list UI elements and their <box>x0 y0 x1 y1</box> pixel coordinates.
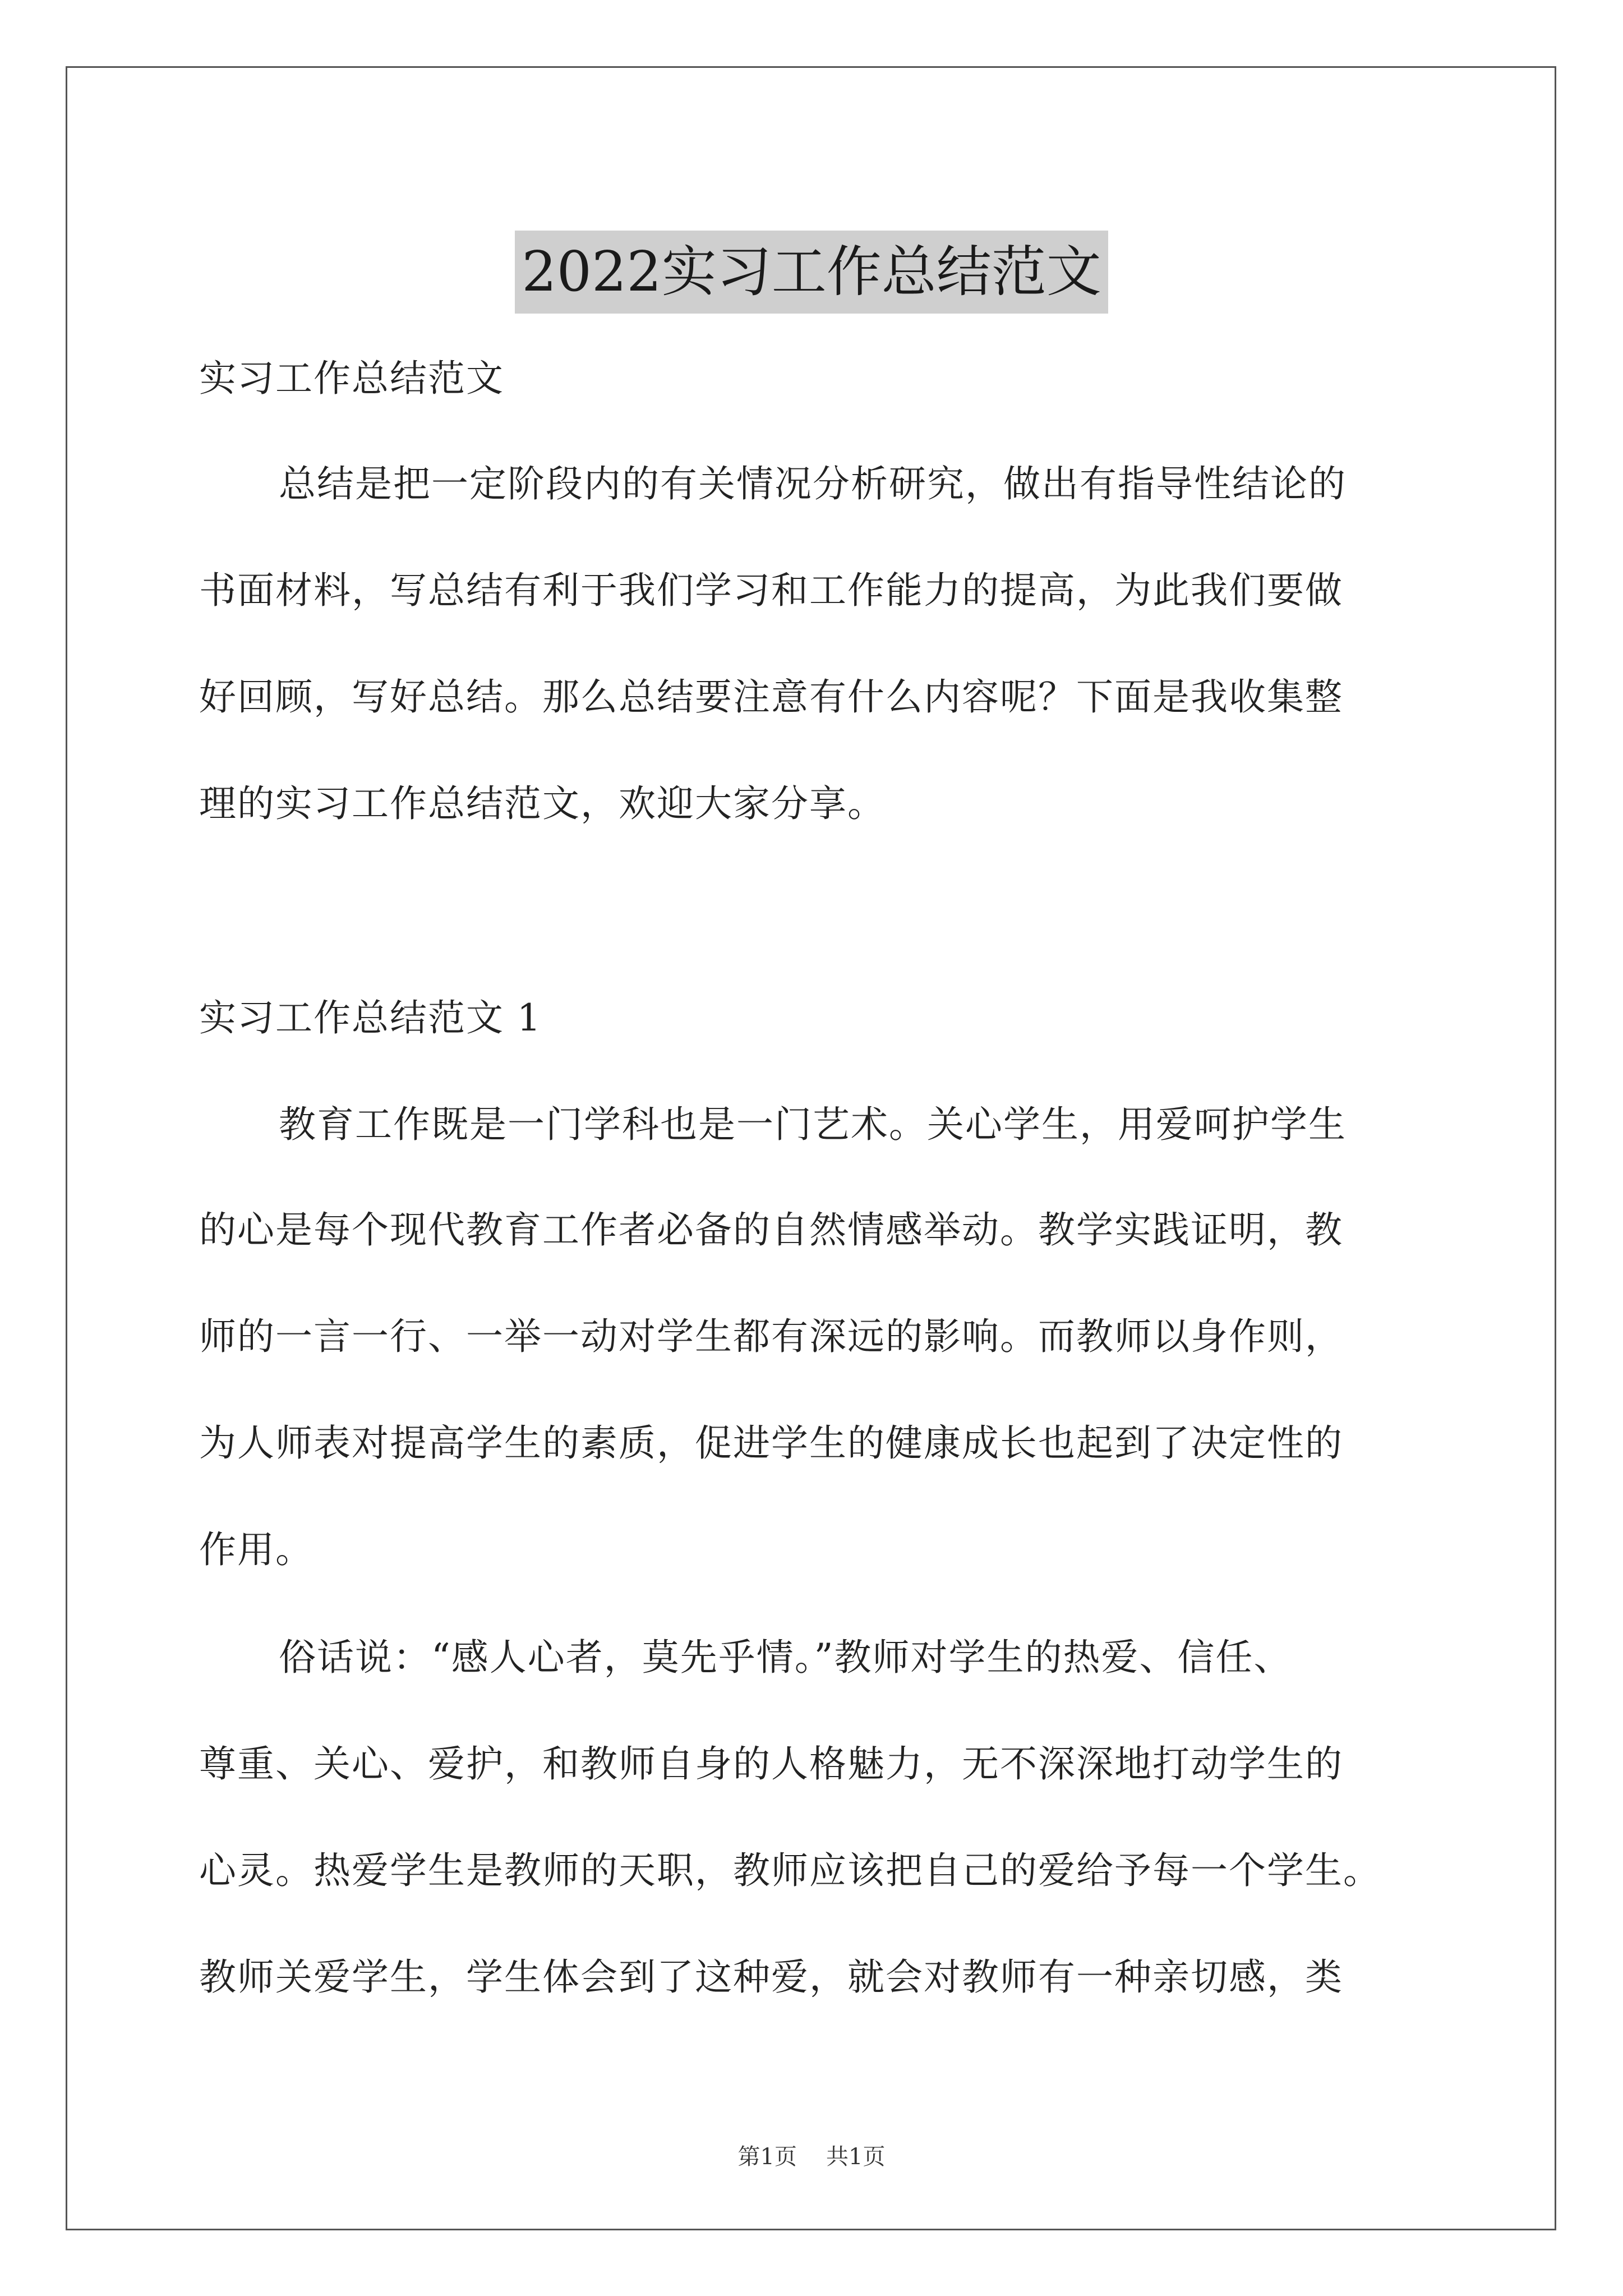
paragraph-line: 为人师表对提高学生的素质，促进学生的健康成长也起到了决定性的 <box>199 1421 1343 1465</box>
intro-line: 理的实习工作总结范文，欢迎大家分享。 <box>199 782 886 825</box>
paragraph-line: 的心是每个现代教育工作者必备的自然情感举动。教学实践证明，教 <box>199 1208 1343 1251</box>
paragraph-line: 俗话说：“感人心者，莫先乎情。”教师对学生的热爱、信任、 <box>279 1636 1292 1679</box>
paragraph-line: 教师关爱学生，学生体会到了这种爱，就会对教师有一种亲切感，类 <box>199 1955 1343 1999</box>
paragraph-line: 师的一言一行、一举一动对学生都有深远的影响。而教师以身作则， <box>199 1315 1343 1358</box>
title-container <box>0 194 1623 350</box>
page-number: 第1页 <box>737 2144 797 2170</box>
page-footer <box>0 2140 1623 2174</box>
paragraph-line: 尊重、关心、爱护，和教师自身的人格魅力，无不深深地打动学生的 <box>199 1742 1343 1786</box>
intro-line: 好回顾，写好总结。那么总结要注意有什么内容呢？下面是我收集整 <box>199 675 1343 719</box>
intro-line: 书面材料，写总结有利于我们学习和工作能力的提高，为此我们要做 <box>199 569 1343 612</box>
document-title: 2022实习工作总结范文 <box>515 231 1108 314</box>
intro-line: 总结是把一定阶段内的有关情况分析研究，做出有指导性结论的 <box>279 462 1347 505</box>
paragraph-line: 作用。 <box>199 1528 313 1571</box>
section-heading: 实习工作总结范文 1 <box>199 996 542 1039</box>
paragraph-line: 心灵。热爱学生是教师的天职，教师应该把自己的爱给予每一个学生。 <box>199 1849 1381 1892</box>
document-subtitle: 实习工作总结范文 <box>199 357 504 400</box>
page-total: 共1页 <box>826 2144 886 2170</box>
paragraph-line: 教育工作既是一门学科也是一门艺术。关心学生，用爱呵护学生 <box>279 1103 1347 1146</box>
